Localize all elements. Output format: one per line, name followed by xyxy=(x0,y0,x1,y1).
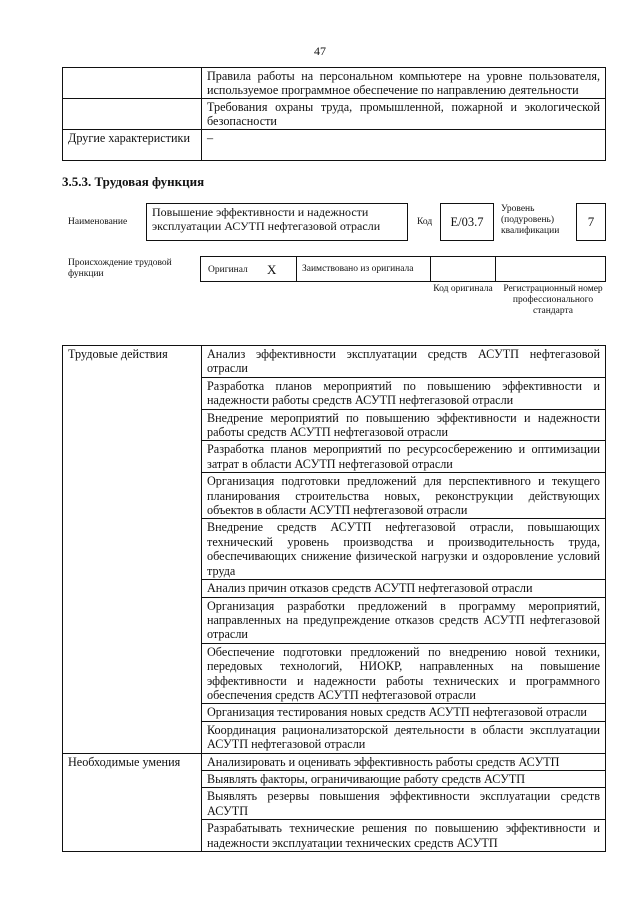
labor-action-item: Анализ причин отказов средств АСУТП нефтегазовой отрасли xyxy=(202,580,606,597)
function-code: Е/03.7 xyxy=(450,215,484,229)
skill-item: Выявлять факторы, ограничивающие работу средств АСУТП xyxy=(202,770,606,787)
labor-action-item: Организация подготовки предложений для перспективного и текущего планирования строительства новых, реконструкции действующих объектов в области АСУТП нефтегазовой отрасли xyxy=(202,473,606,519)
labor-action-item: Анализ эффективности эксплуатации средств АСУТП нефтегазовой отрасли xyxy=(202,346,606,378)
labor-actions-label: Трудовые действия xyxy=(63,346,202,754)
labor-action-item: Организация разработки предложений в программу мероприятий, направленных на предупреждение отказов средств АСУТП нефтегазовой отрасли xyxy=(202,597,606,643)
borrowed-cell xyxy=(296,256,431,282)
labor-action-item: Разработка планов мероприятий по повышению эффективности и надежности работы средств АСУТП нефтегазовой отрасли xyxy=(202,377,606,409)
row-label xyxy=(63,99,202,130)
previous-section-table xyxy=(62,67,606,161)
skill-item: Выявлять резервы повышения эффективности эксплуатации средств АСУТП xyxy=(202,788,606,820)
labor-action-item: Координация рационализаторской деятельности в области эксплуатации АСУТП нефтегазовой отрасли xyxy=(202,721,606,753)
row-label: Другие характеристики xyxy=(63,130,202,161)
name-label: Наименование xyxy=(68,217,128,227)
origin-code-caption: Код оригинала xyxy=(433,284,493,294)
row-text: Требования охраны труда, промышленной, пожарной и экологической безопасности xyxy=(202,99,606,130)
function-name-box xyxy=(146,203,408,241)
table-row xyxy=(63,99,606,130)
registration-number-cell xyxy=(495,256,606,282)
row-label xyxy=(63,68,202,99)
original-label: Оригинал xyxy=(208,265,248,275)
table-row xyxy=(63,68,606,99)
labor-action-item: Организация тестирования новых средств АСУТП нефтегазовой отрасли xyxy=(202,704,606,721)
labor-function-table xyxy=(62,345,606,852)
page-number: 47 xyxy=(314,44,326,58)
skills-label: Необходимые умения xyxy=(63,753,202,851)
code-label: Код xyxy=(417,217,433,227)
qualification-level-box xyxy=(576,203,606,241)
labor-action-item: Внедрение мероприятий по повышению эффективности и надежности работы средств АСУТП нефтегазовой отрасли xyxy=(202,409,606,441)
table-row xyxy=(63,130,606,161)
qualification-level: 7 xyxy=(587,214,595,229)
original-mark: X xyxy=(267,262,277,277)
labor-action-item: Разработка планов мероприятий по ресурсосбережению и оптимизации затрат в области АСУТП нефтегазовой отрасли xyxy=(202,441,606,473)
table-row xyxy=(63,346,606,378)
origin-code-cell xyxy=(430,256,496,282)
labor-action-item: Обеспечение подготовки предложений по внедрению новой техники, передовых технологий, НИОКР, направленных на повышение эффективности и надежности работы технических и программного обеспечения средств АСУТП нефтегазовой отрасли xyxy=(202,643,606,704)
skill-item: Анализировать и оценивать эффективность работы средств АСУТП xyxy=(202,753,606,770)
level-label: Уровень (подуровень) квалификации xyxy=(501,204,560,236)
function-name: Повышение эффективности и надежности эксплуатации АСУТП нефтегазовой отрасли xyxy=(152,205,381,233)
origin-label: Происхождение трудовой функции xyxy=(68,258,172,279)
original-cell xyxy=(200,256,297,282)
row-text: Правила работы на персональном компьютере на уровне пользователя, используемое программное обеспечение по направлению деятельности xyxy=(202,68,606,99)
skill-item: Разрабатывать технические решения по повышению эффективности и надежности эксплуатации технических средств АСУТП xyxy=(202,820,606,852)
row-text: – xyxy=(202,130,606,161)
borrowed-label: Заимствовано из оригинала xyxy=(302,264,414,274)
table-row xyxy=(63,753,606,770)
function-code-box xyxy=(440,203,494,241)
labor-action-item: Внедрение средств АСУТП нефтегазовой отрасли, повышающих технический уровень производства и производительность труда, обеспечивающих снижение физической нагрузки и оздоровление условий труда xyxy=(202,519,606,580)
section-title: 3.5.3. Трудовая функция xyxy=(62,174,205,189)
registration-number-caption: Регистрационный номер профессионального стандарта xyxy=(503,284,603,316)
